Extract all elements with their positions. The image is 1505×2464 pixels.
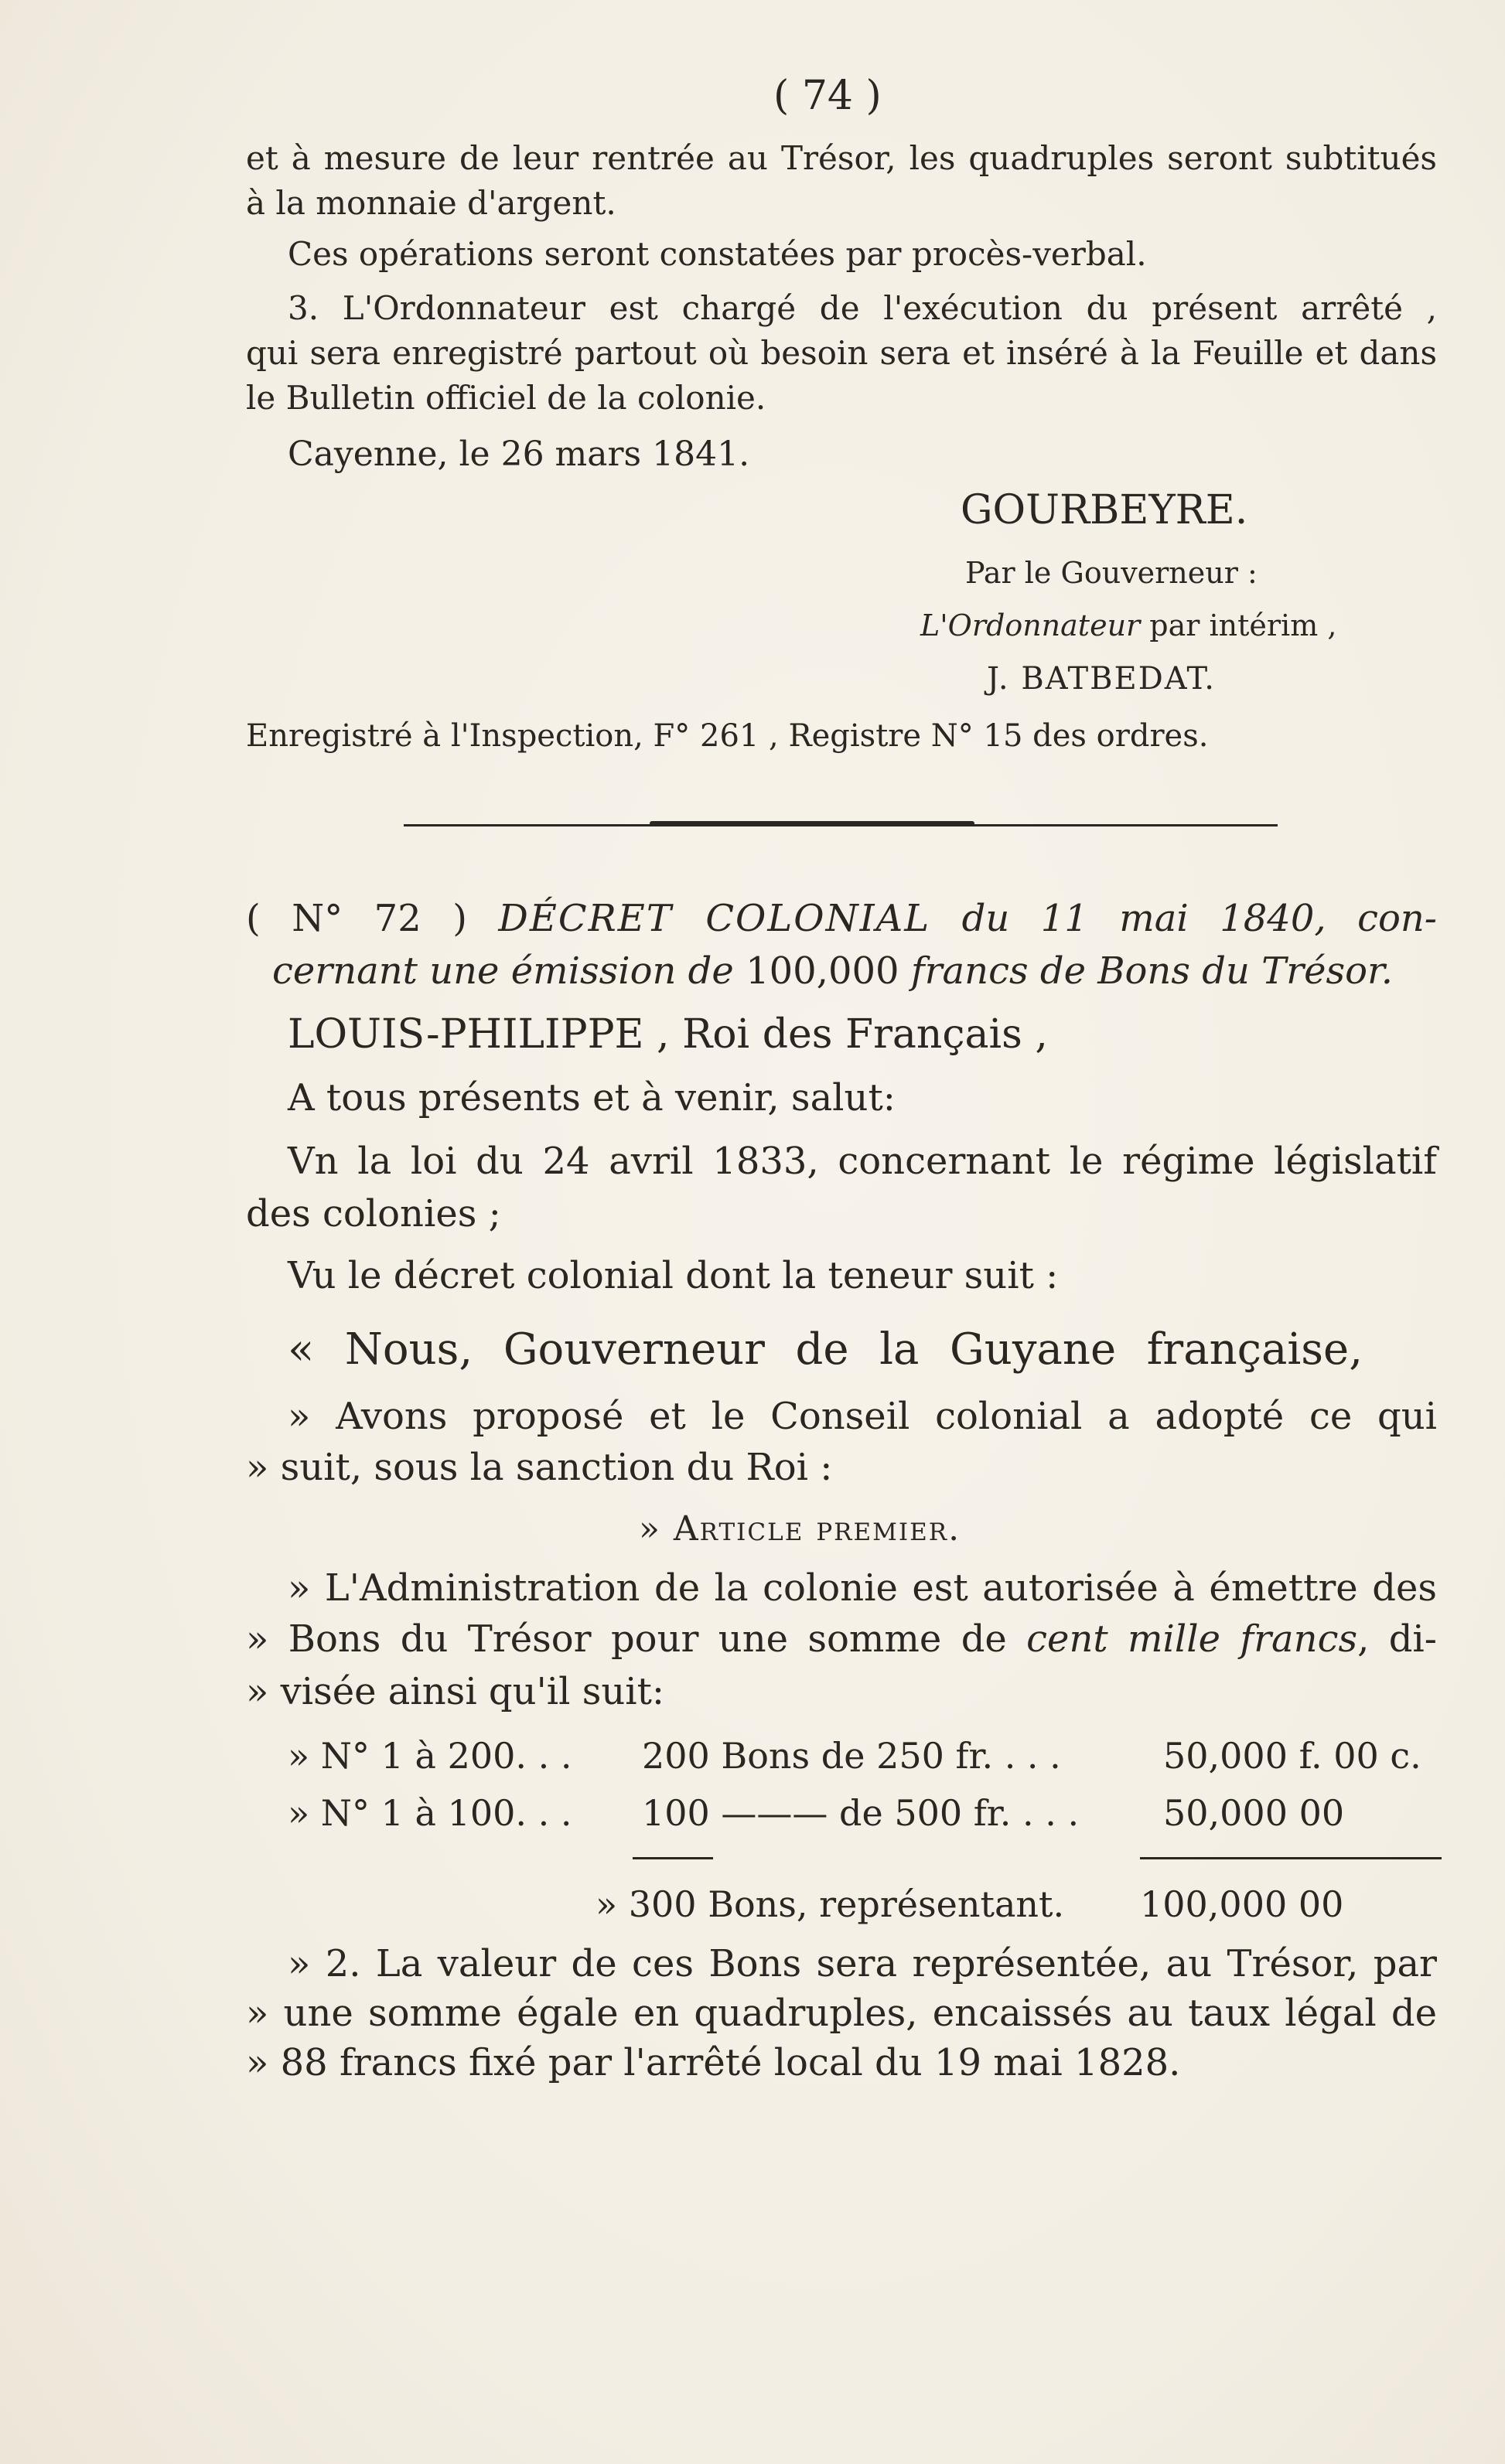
text-line: Ces opérations seront constatées par procès-verbal. xyxy=(288,235,1147,273)
signature-line xyxy=(920,608,1337,642)
text-line: à la monnaie d'argent. xyxy=(246,184,616,222)
date-line: Cayenne, le 26 mars 1841. xyxy=(288,435,750,474)
decree-title: DÉCRET COLONIAL xyxy=(498,897,931,940)
salut-line: A tous présents et à venir, salut: xyxy=(288,1076,896,1120)
signature-role-rest: par intérim , xyxy=(1140,608,1337,642)
decree-number: ( N° 72 ) xyxy=(246,897,499,940)
decree-date: du 11 mai 1840, con- xyxy=(930,897,1437,940)
king-line: LOUIS-PHILIPPE , Roi des Français , xyxy=(288,1011,1048,1058)
text-line: qui sera enregistré partout où besoin sera et inséré à la Feuille et dans xyxy=(246,334,1437,372)
decree-amount: 100,000 xyxy=(746,949,899,993)
text-line: Vu le décret colonial dont la teneur suit : xyxy=(288,1254,1059,1297)
table-cell: 50,000 f. 00 c. xyxy=(1163,1735,1421,1777)
text-line xyxy=(246,1617,1437,1661)
text-line: 3. L'Ordonnateur est chargé de l'exécution du présent arrêté , xyxy=(288,289,1437,327)
signature-line: Par le Gouverneur : xyxy=(965,556,1258,590)
registration-line: Enregistré à l'Inspection, F° 261 , Registre N° 15 des ordres. xyxy=(246,718,1209,754)
text-line: » une somme égale en quadruples, encaissés au taux légal de xyxy=(246,1992,1437,2035)
table-cell: 100 ——— de 500 fr. . . . xyxy=(642,1792,1080,1834)
table-cell: » N° 1 à 200. . . xyxy=(288,1735,572,1777)
signature-name: J. BATBEDAT. xyxy=(987,661,1217,697)
decree-heading-2 xyxy=(272,949,1393,993)
total-label: » 300 Bons, représentant. xyxy=(596,1883,1065,1925)
table-cell: » N° 1 à 100. . . xyxy=(288,1792,572,1834)
table-cell: 200 Bons de 250 fr. . . . xyxy=(642,1735,1061,1777)
decree-subject: cernant une émission de xyxy=(272,949,746,993)
amount-words: cent mille francs xyxy=(1026,1617,1358,1661)
text-line: des colonies ; xyxy=(246,1192,501,1235)
section-divider-bold xyxy=(650,821,974,826)
signature-name: GOURBEYRE. xyxy=(961,487,1248,533)
text-line: » visée ainsi qu'il suit: xyxy=(246,1670,665,1713)
text-line: » 2. La valeur de ces Bons sera représentée, au Trésor, par xyxy=(288,1942,1437,1985)
table-cell: 50,000 00 xyxy=(1163,1792,1345,1834)
text-line: » Avons proposé et le Conseil colonial a adopté ce qui xyxy=(288,1395,1437,1438)
decree-heading xyxy=(246,897,1437,940)
total-value: 100,000 00 xyxy=(1140,1883,1344,1925)
page-number: ( 74 ) xyxy=(773,73,882,119)
text-span: , di- xyxy=(1357,1617,1437,1661)
signature-role: L'Ordonnateur xyxy=(920,608,1141,642)
text-line: et à mesure de leur rentrée au Trésor, les quadruples seront subtitués xyxy=(246,139,1437,177)
text-line: » suit, sous la sanction du Roi : xyxy=(246,1446,833,1489)
text-span: » Bons du Trésor pour une somme de xyxy=(246,1617,1027,1661)
text-line: » 88 francs fixé par l'arrêté local du 19 mai 1828. xyxy=(246,2041,1181,2084)
text-line: Vn la loi du 24 avril 1833, concernant le régime législatif xyxy=(288,1140,1437,1183)
sum-rule xyxy=(1140,1857,1442,1859)
sum-rule xyxy=(633,1857,713,1859)
text-line: le Bulletin officiel de la colonie. xyxy=(246,379,766,417)
decree-subject-end: francs de Bons du Trésor. xyxy=(899,949,1393,993)
text-line: » L'Administration de la colonie est autorisée à émettre des xyxy=(288,1566,1437,1610)
article-heading: » Article premier. xyxy=(639,1509,961,1549)
quote-opening: « Nous, Gouverneur de la Guyane française, xyxy=(288,1324,1363,1375)
